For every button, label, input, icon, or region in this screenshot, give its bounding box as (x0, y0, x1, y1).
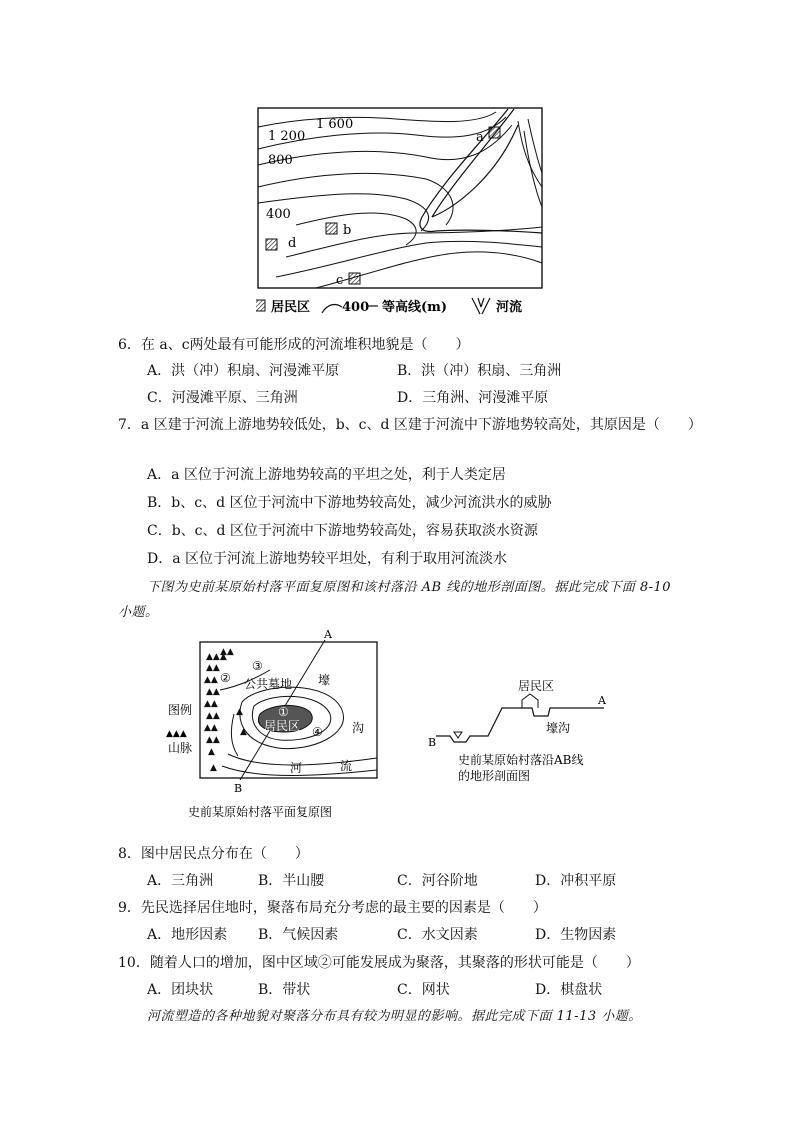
contour-label-800: 800 (268, 153, 293, 168)
question-6-option-a[interactable]: A．洪（冲）积扇、河漫滩平原 (147, 363, 340, 379)
question-8-option-c[interactable]: C．河谷阶地 (397, 873, 478, 889)
svg-text:▲: ▲ (210, 763, 217, 773)
plan-label-circle-4: ④ (312, 725, 323, 739)
question-8-option-a[interactable]: A．三角洲 (147, 873, 214, 889)
stream-left (231, 714, 238, 756)
contour-label-400: 400 (266, 207, 291, 222)
settlement-b-symbol (326, 223, 337, 234)
settlement-c-label: c (336, 273, 344, 288)
intro-11-13: 河流塑造的各种地貌对聚落分布具有较为明显的影响。据此完成下面 11-13 小题。 (147, 1009, 642, 1024)
profile-line (436, 708, 604, 742)
contour-label-1600: 1 600 (316, 117, 354, 132)
question-8-option-d[interactable]: D．冲积平原 (535, 873, 617, 889)
plan-legend-mountain-symbol: ▲▲▲ (166, 729, 187, 739)
svg-text:▲▲: ▲▲ (206, 687, 220, 697)
svg-text:▲: ▲ (236, 707, 243, 717)
profile-caption-line2: 的地形剖面图 (458, 769, 531, 783)
plan-caption: 史前某原始村落平面复原图 (188, 805, 333, 819)
intro-8-10-line2: 小题。 (118, 605, 159, 620)
profile-section (418, 680, 618, 790)
settlement-a-label: a (476, 130, 484, 145)
settlement-c-symbol (349, 273, 360, 284)
svg-text:▲▲: ▲▲ (220, 647, 234, 657)
legend-river-icon (472, 298, 490, 314)
question-9-option-d[interactable]: D．生物因素 (535, 927, 617, 943)
river-lines (420, 109, 542, 233)
svg-text:▲▲▲: ▲▲▲ (206, 652, 227, 662)
plan-label-a: A (324, 630, 332, 641)
water-level-symbol (454, 732, 462, 738)
plan-label-circle-1: ① (278, 705, 289, 719)
svg-text:▲▲: ▲▲ (206, 663, 220, 673)
question-10-option-a[interactable]: A．团块状 (147, 982, 214, 998)
question-9-option-b[interactable]: B．气候因素 (258, 927, 339, 943)
contour-label-1200: 1 200 (268, 129, 306, 144)
question-7-option-a[interactable]: A．a 区位于河流上游地势较高的平坦之处，利于人类定居 (147, 467, 506, 483)
legend-contour-value: 400 (342, 300, 370, 315)
plan-label-river-1: 河 (290, 761, 303, 775)
village-plan-figure (160, 630, 390, 830)
profile-caption-line1: 史前某原始村落沿AB线 (458, 753, 584, 767)
svg-text:▲▲: ▲▲ (204, 675, 218, 685)
svg-text:▲▲: ▲▲ (204, 723, 218, 733)
plan-label-residential: 居民区 (264, 719, 301, 733)
question-6-option-b[interactable]: B．洪（冲）积扇、三角洲 (397, 363, 562, 379)
question-10-option-b[interactable]: B．带状 (258, 982, 311, 998)
plan-label-b: B (234, 782, 243, 795)
legend-contour-symbol (322, 305, 342, 313)
svg-text:▲: ▲ (240, 727, 247, 737)
question-9-option-a[interactable]: A．地形因素 (147, 927, 228, 943)
question-7-option-c[interactable]: C．b、c、d 区位于河流中下游地势较高处，容易获取淡水资源 (147, 523, 538, 539)
settlement-a-symbol (489, 127, 500, 138)
question-6-option-d[interactable]: D．三角洲、河漫滩平原 (397, 390, 549, 406)
question-7-option-d[interactable]: D．a 区位于河流上游地势较平坦处，有利于取用河流淡水 (147, 551, 508, 567)
settlement-b-label: b (343, 223, 352, 238)
svg-text:▲▲: ▲▲ (206, 711, 220, 721)
contour-map-figure (256, 107, 546, 317)
plan-label-moat-2: 沟 (352, 721, 365, 735)
profile-label-residential: 居民区 (518, 680, 555, 693)
intro-8-10-line1: 下图为史前某原始村落平面复原图和该村落沿 AB 线的地形剖面图。据此完成下面 8-10 (147, 580, 672, 595)
map-legend (256, 298, 522, 315)
settlement-d-label: d (288, 236, 297, 251)
contour-map (256, 107, 546, 317)
plan-legend-title: 图例 (168, 703, 193, 717)
question-10-option-d[interactable]: D．棋盘状 (535, 982, 603, 998)
plan-label-river-2: 流 (340, 759, 353, 773)
legend-contour-label: 等高线(m) (382, 300, 448, 315)
svg-text:▲▲: ▲▲ (204, 699, 218, 709)
profile-figure (418, 680, 618, 790)
question-9-option-c[interactable]: C．水文因素 (397, 927, 478, 943)
svg-text:▲: ▲ (208, 747, 215, 757)
village-plan (160, 630, 390, 830)
question-6-option-c[interactable]: C．河漫滩平原、三角洲 (147, 390, 298, 406)
house-symbol (522, 694, 538, 708)
svg-text:▲▲: ▲▲ (206, 735, 220, 745)
legend-residential-symbol (256, 300, 265, 311)
plan-label-cemetery: 公共墓地 (244, 677, 293, 691)
plan-label-moat-1: 壕 (318, 673, 331, 687)
profile-label-b: B (428, 736, 437, 749)
question-8-option-b[interactable]: B．半山腰 (258, 873, 325, 889)
question-10-stem: 10．随着人口的增加，图中区域②可能发展成为聚落，其聚落的形状可能是（ ） (118, 955, 640, 971)
plan-label-circle-3: ③ (252, 659, 263, 673)
plan-label-circle-2: ② (220, 671, 231, 685)
question-7-stem: 7．a 区建于河流上游地势较低处，b、c、d 区建于河流中下游地势较高处，其原因是（ ） (118, 417, 702, 433)
profile-label-moat: 壕沟 (546, 721, 571, 735)
question-6-stem: 6．在 a、c两处最有可能形成的河流堆积地貌是（ ） (118, 337, 470, 353)
profile-label-a: A (598, 694, 606, 707)
plan-legend-mountain-label: 山脉 (168, 741, 193, 755)
question-7-option-b[interactable]: B．b、c、d 区位于河流中下游地势较高处，减少河流洪水的威胁 (147, 495, 552, 511)
settlement-d-symbol (266, 239, 277, 250)
question-9-stem: 9．先民选择居住地时，聚落布局充分考虑的最主要的因素是（ ） (118, 900, 547, 916)
legend-residential-label: 居民区 (271, 300, 311, 315)
legend-river-label: 河流 (496, 300, 523, 315)
question-10-option-c[interactable]: C．网状 (397, 982, 450, 998)
question-8-stem: 8．图中居民点分布在（ ） (118, 846, 309, 862)
